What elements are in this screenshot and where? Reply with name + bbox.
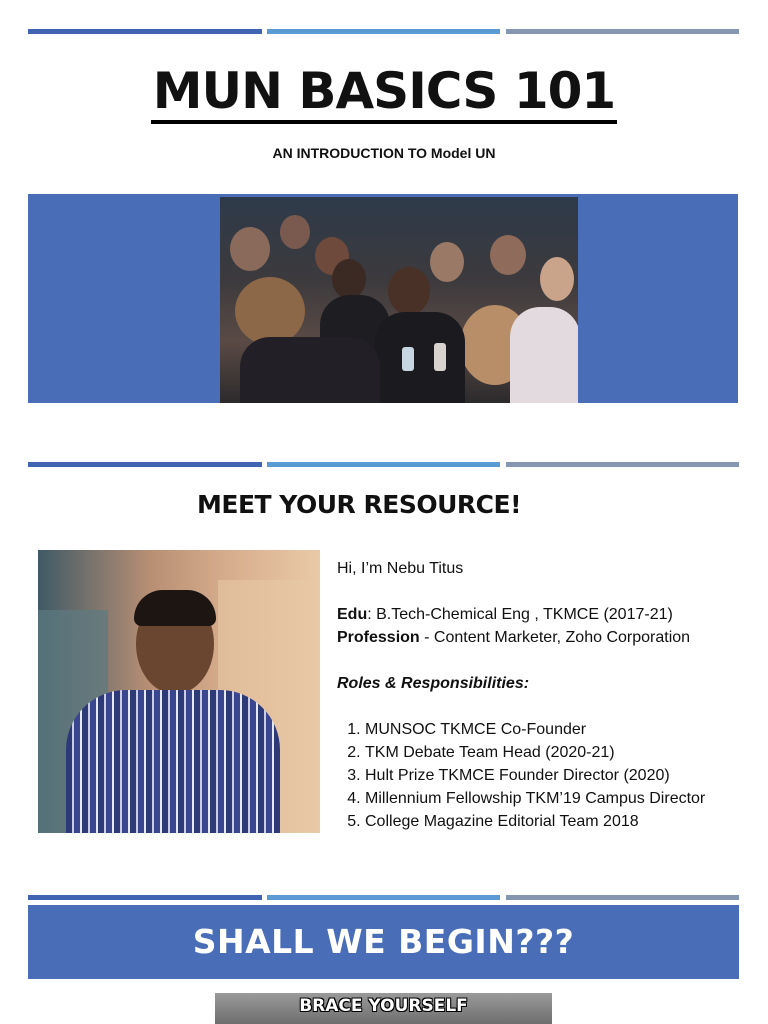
meme-image: [215, 993, 552, 1024]
divider-bar: [28, 29, 262, 34]
divider-bar: [267, 462, 500, 467]
meme-caption: BRACE YOURSELF: [299, 996, 468, 1016]
section-banner: SHALL WE BEGIN???: [28, 905, 739, 979]
divider-bar: [28, 895, 262, 900]
list-item: 2. TKM Debate Team Head (2020-21): [365, 741, 762, 764]
speaker-photo: [38, 550, 320, 833]
speaker-bio: [337, 557, 762, 833]
slide-title: MUN BASICS 101: [0, 62, 768, 120]
section-heading: MEET YOUR RESOURCE!: [197, 490, 521, 519]
divider-bar: [506, 462, 739, 467]
roles-list: [337, 718, 762, 833]
divider-bar: [267, 895, 500, 900]
slide-subtitle: AN INTRODUCTION TO Model UN: [272, 145, 496, 161]
divider-bar: [506, 29, 739, 34]
list-item: 3. Hult Prize TKMCE Founder Director (2020): [365, 764, 762, 787]
bio-education: Edu: B.Tech-Chemical Eng , TKMCE (2017-21): [337, 606, 673, 623]
roles-heading: Roles & Responsibilities:: [337, 675, 530, 692]
divider-bar: [28, 462, 262, 467]
list-item: 4. Millennium Fellowship TKM’19 Campus Director: [365, 787, 762, 810]
bio-greeting: Hi, I’m Nebu Titus: [337, 560, 464, 577]
conference-photo: [220, 197, 578, 403]
bio-profession: Profession - Content Marketer, Zoho Corporation: [337, 629, 691, 646]
divider-bar: [267, 29, 500, 34]
list-item: 1. MUNSOC TKMCE Co-Founder: [365, 718, 762, 741]
photo-banner: [28, 194, 738, 403]
list-item: 5. College Magazine Editorial Team 2018: [365, 810, 762, 833]
divider-bar: [506, 895, 739, 900]
